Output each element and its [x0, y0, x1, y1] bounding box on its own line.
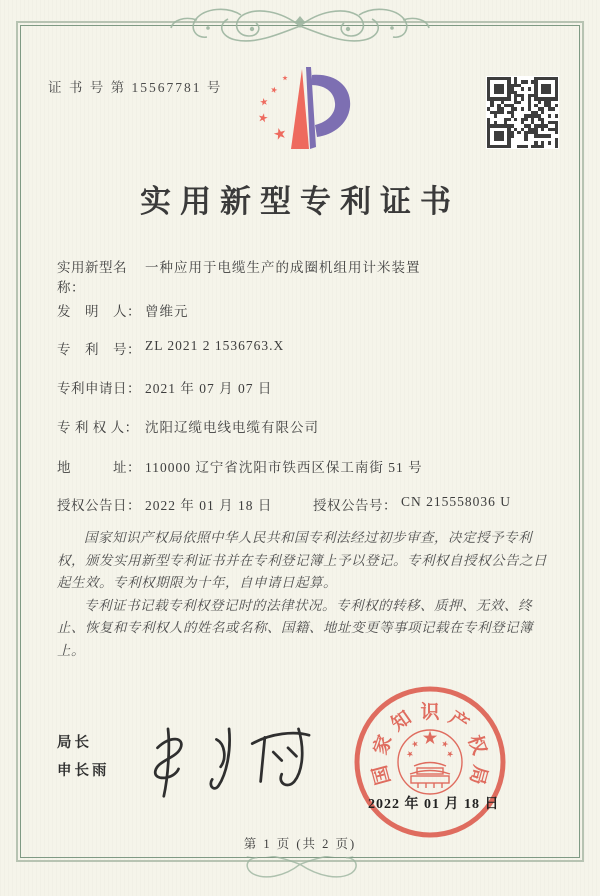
field-value: ZL 2021 2 1536763.X — [145, 338, 285, 353]
field-row-patentee — [57, 416, 560, 436]
seal-char: 产 — [444, 707, 473, 736]
official-seal — [350, 682, 510, 842]
field-value: 曾维元 — [145, 304, 189, 319]
legal-text — [57, 527, 558, 662]
seal-char: 知 — [387, 707, 416, 736]
national-emblem — [398, 730, 462, 794]
commissioner-name: 申长雨 — [57, 763, 110, 779]
cnipa-logo — [240, 63, 370, 168]
seal-char: 局 — [465, 762, 491, 787]
signature — [128, 716, 328, 806]
page-number: 第 1 页 (共 2 页) — [243, 837, 357, 851]
field-row-address — [57, 456, 560, 476]
field-value: 110000 辽宁省沈阳市铁西区保工南街 51 号 — [145, 460, 423, 475]
qr-code — [486, 76, 559, 149]
field-value: 一种应用于电缆生产的成圈机组用计米装置 — [145, 260, 421, 275]
legal-paragraph: 国家知识产权局依照中华人民共和国专利法经过初步审查，决定授予专利权，颁发实用新型专利证书并在专利登记簿上予以登记。专利权自授权公告之日起生效。专利权期限为十年，自申请日起算。 — [57, 530, 547, 590]
field-row-grant — [57, 494, 560, 514]
legal-paragraph: 专利证书记载专利权登记时的法律状况。专利权的转移、质押、无效、终止、恢复和专利权人的姓名或名称、国籍、地址变更等事项记载在专利登记簿上。 — [57, 597, 533, 658]
field-value: 2022 年 01 月 18 日 — [145, 498, 273, 513]
seal-char: 权 — [463, 732, 490, 758]
seal-char: 识 — [420, 702, 440, 723]
field-label: 实用新型名称： — [57, 260, 127, 295]
field-row-invention-name — [57, 256, 560, 296]
field-label: 授权公告号： — [313, 498, 397, 513]
certificate-title: 实用新型专利证书 — [140, 184, 460, 219]
certificate-number: 证 书 号 第 15567781 号 — [48, 80, 223, 95]
field-label: 专利申请日： — [57, 381, 141, 396]
seal-char: 国 — [369, 762, 395, 787]
field-label: 专 利 权 人： — [57, 420, 139, 435]
field-label: 地 址： — [57, 460, 141, 475]
field-label: 授权公告日： — [57, 498, 141, 513]
field-row-application-date — [57, 377, 560, 397]
field-value: 沈阳辽缆电线电缆有限公司 — [145, 420, 319, 435]
field-label: 发 明 人： — [57, 304, 141, 319]
seal-date: 2022 年 01 月 18 日 — [368, 797, 500, 812]
seal-char: 家 — [370, 732, 397, 758]
border-ornament-bottom — [160, 856, 440, 896]
field-value: CN 215558036 U — [401, 494, 512, 509]
field-row-patent-number — [57, 338, 560, 358]
border-ornament-top — [135, 2, 465, 50]
field-label: 专 利 号： — [57, 342, 141, 357]
field-value: 2021 年 07 月 07 日 — [145, 381, 273, 396]
commissioner-title: 局长 — [57, 735, 92, 751]
field-row-inventor — [57, 300, 560, 320]
